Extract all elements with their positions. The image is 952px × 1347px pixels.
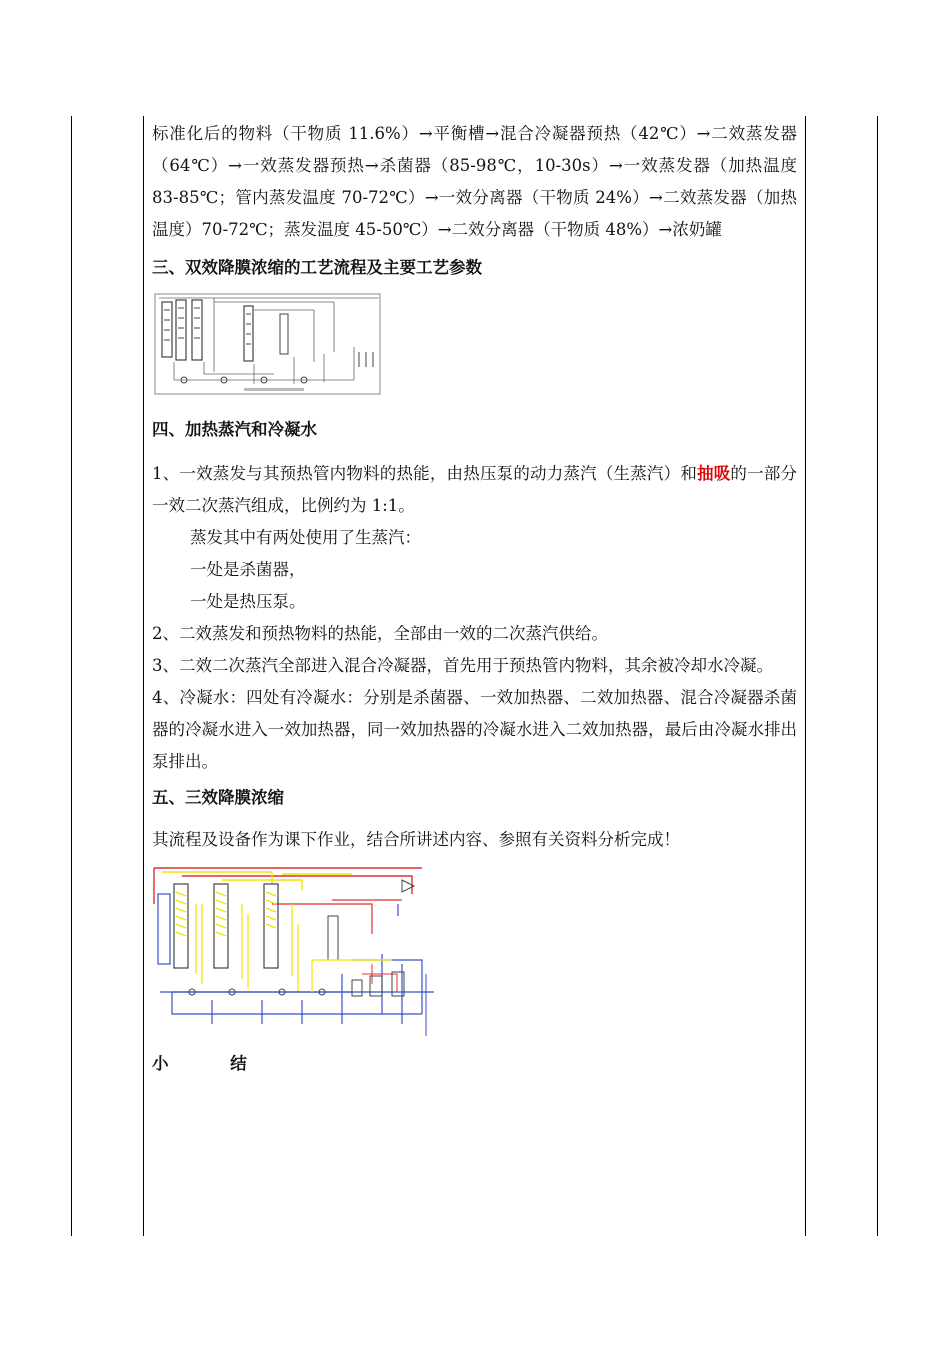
section4-item3: 3、二效二次蒸汽全部进入混合冷凝器，首先用于预热管内物料，其余被冷却水冷凝。	[152, 656, 773, 675]
item1-text-after: 的一部分一效二次蒸汽组成，比例约为 1:1。	[152, 464, 798, 515]
section4-item1	[152, 458, 797, 522]
section4-sub1: 蒸发其中有两处使用了生蒸汽：	[190, 528, 421, 547]
right-outer-border	[877, 116, 878, 1236]
item1-highlight: 抽吸	[697, 464, 731, 483]
section4-sub2: 一处是杀菌器，	[190, 560, 306, 579]
section4-heading: 四、加热蒸汽和冷凝水	[152, 420, 317, 439]
section3-heading: 三、双效降膜浓缩的工艺流程及主要工艺参数	[152, 258, 482, 277]
section4-item4: 4、冷凝水：四处有冷凝水：分别是杀菌器、一效加热器、二效加热器、混合冷凝器杀菌器的冷凝水进入一效加热器，同一效加热器的冷凝水进入二效加热器，最后由冷凝水排出泵排出。	[152, 688, 797, 771]
section4-sub3: 一处是热压泵。	[190, 592, 306, 611]
process-flow-text: 标准化后的物料（干物质 11.6%）→平衡槽→混合冷凝器预热（42℃）→二效蒸发器（64℃）→一效蒸发器预热→杀菌器（85-98℃，10-30s）→一效蒸发器（加热温度 83-85℃；管内蒸发温度 70-72℃）→一效分离器（干物质 24%）→二效蒸发器（加热温度）70-72℃；蒸发温度 45-50℃）→二效分离器（干物质 48%）→浓奶罐	[152, 124, 797, 239]
document-content	[152, 118, 797, 1074]
left-inner-border	[143, 116, 144, 1236]
double-effect-flow-diagram	[154, 292, 382, 404]
section5-heading: 五、三效降膜浓缩	[152, 788, 284, 807]
section5-text: 其流程及设备作为课下作业，结合所讲述内容、参照有关资料分析完成！	[152, 830, 680, 849]
left-outer-border	[71, 116, 72, 1236]
summary-heading	[152, 1050, 797, 1074]
right-inner-border	[805, 116, 806, 1236]
item1-text-before: 1、一效蒸发与其预热管内物料的热能，由热压泵的动力蒸汽（生蒸汽）和	[152, 464, 698, 483]
triple-effect-flow-diagram	[152, 864, 434, 1042]
summary-char-1: 小	[152, 1054, 169, 1073]
section4-item2: 2、二效蒸发和预热物料的热能，全部由一效的二次蒸汽供给。	[152, 624, 608, 643]
summary-char-2: 结	[230, 1054, 247, 1073]
